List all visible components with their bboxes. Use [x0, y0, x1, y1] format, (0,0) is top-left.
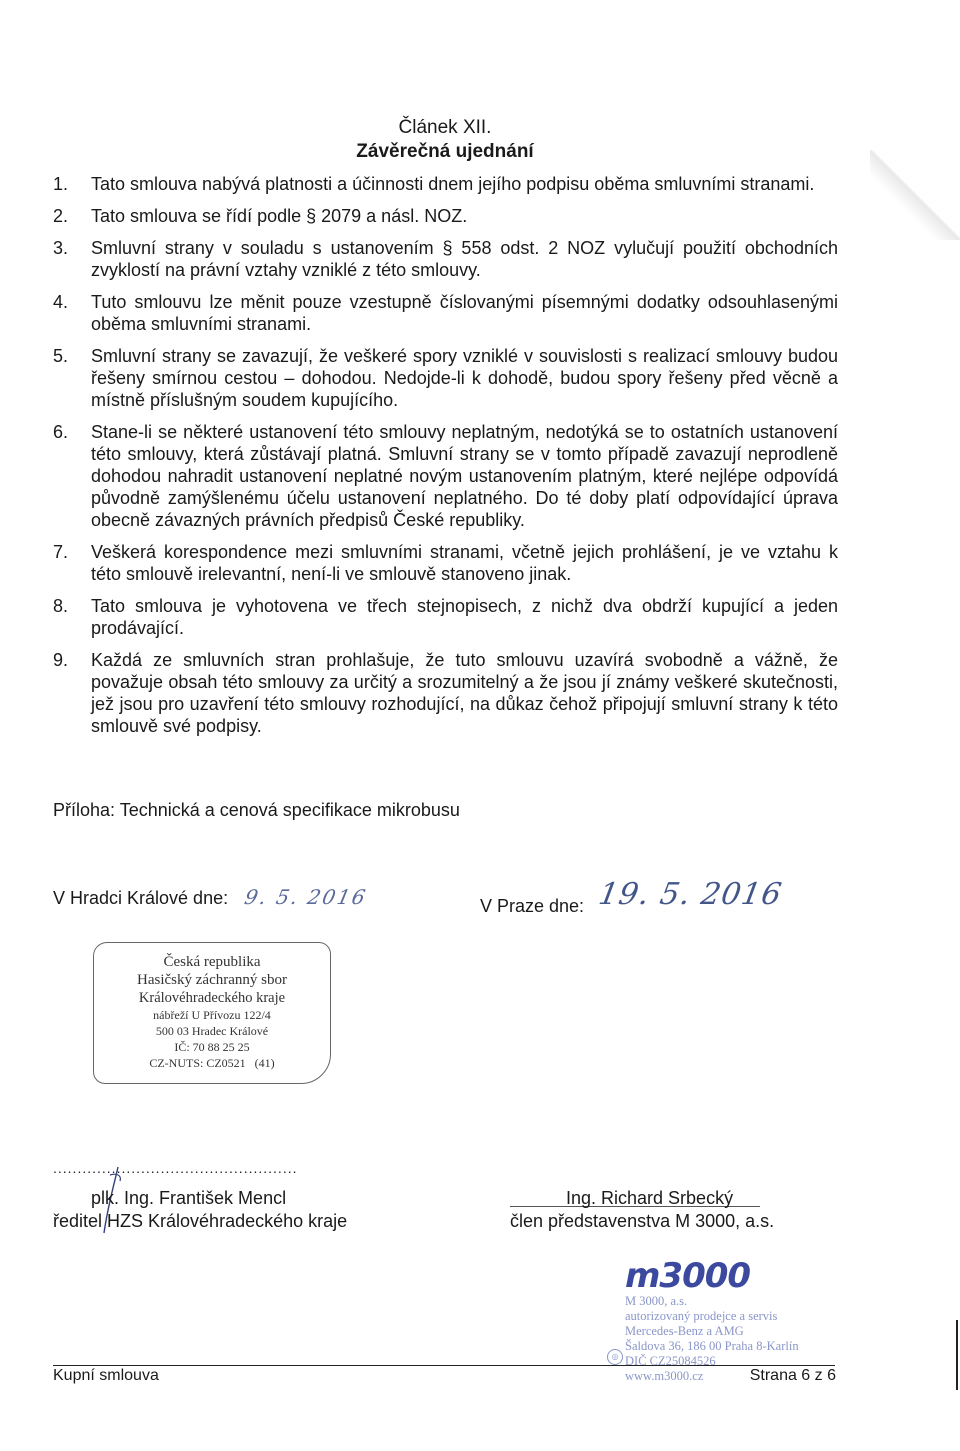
clause-text: Smluvní strany v souladu s ustanovením § 558 odst. 2 NOZ vylučují použití obchodních zvyklostí na právní vztahy vzniklé z této smlouvy. [91, 238, 838, 280]
footer-doc-name: Kupní smlouva [53, 1367, 159, 1384]
signatory-role-right: člen představenstva M 3000, a.s. [510, 1211, 775, 1231]
clause-text: Každá ze smluvních stran prohlašuje, že tuto smlouvu uzavírá svobodně a vážně, že považuje obsah této smlouvy za určitý a srozumitelný a že jsou jí známy veškeré skutečnosti, jež jsou pro uzavření této smlouvy rozhodující, na důkaz čehož připojují smluvní strany k této smlouvě své podpisy. [91, 650, 838, 736]
company-stamp-line: autorizovaný prodejce a servis [625, 1309, 778, 1323]
clause-number: 7. [53, 542, 69, 562]
handwritten-date-left: 9. 5. 2016 [242, 885, 370, 909]
stamp-line: nábřeží U Přívozu 122/4 [153, 1008, 271, 1022]
company-logo: m3000 [625, 1256, 751, 1296]
clause-number: 5. [53, 346, 69, 366]
clause-item [53, 205, 838, 227]
signatory-role-left: ředitel HZS Královéhradeckého kraje [53, 1211, 348, 1231]
article-title: Závěrečná ujednání [356, 141, 534, 162]
signatory-name-right: Ing. Richard Srbecký [566, 1188, 734, 1208]
company-stamp-line: Mercedes-Benz a AMG [625, 1324, 744, 1338]
clause-text: Stane-li se některé ustanovení této smlouvy neplatným, nedotýká se to ostatních ustanovení této smlouvy, která zůstávají platná. Smluvní strany se v tomto případě zavazují neprodleně dohodou nahradit ustanovení neplatné novým ustanovením platným, které nejlépe odpovídá původně zamýšlenému účelu ustanovení neplatného. Do té doby platí odpovídající úprava obecně závazných právních předpisů České republiky. [91, 422, 838, 530]
clause-text: Veškerá korespondence mezi smluvními stranami, včetně jejich prohlášení, je ve vztahu k této smlouvě irelevantní, není-li ve smlouvě stanoveno jinak. [91, 542, 838, 584]
date-label-right: V Praze dne: [480, 896, 585, 916]
footer-divider [53, 1365, 835, 1366]
clause-number: 3. [53, 238, 69, 258]
footer-page-number: Strana 6 z 6 [749, 1367, 836, 1384]
clause-number: 4. [53, 292, 69, 312]
stamp-line: Královéhradeckého kraje [138, 990, 286, 1006]
page-corner-fold [870, 150, 960, 240]
stamp-nuts: CZ-NUTS: CZ0521 [149, 1056, 246, 1070]
clause-text: Tuto smlouvu lze měnit pouze vzestupně číslovanými písemnými dodatky odsouhlasenými oběma smluvními stranami. [91, 292, 838, 334]
article-number: Článek XII. [398, 117, 492, 138]
handwritten-date-right: 19. 5. 2016 [595, 877, 785, 912]
clause-number: 1. [53, 174, 69, 194]
signatory-name-left: plk. Ing. František Mencl [91, 1188, 287, 1208]
clause-item [53, 237, 838, 281]
clause-item [53, 173, 838, 195]
stamp-line: 500 03 Hradec Králové [155, 1024, 269, 1038]
signature-block-left [53, 1187, 347, 1233]
stamp-line [94, 1055, 330, 1071]
date-hradec [53, 885, 370, 909]
clause-item [53, 291, 838, 335]
company-stamp-line: DIČ CZ25084526 [625, 1354, 716, 1368]
official-stamp [93, 942, 331, 1084]
circle-mark-icon: ◎ [607, 1349, 623, 1365]
clause-list [53, 173, 838, 747]
clause-item [53, 541, 838, 585]
page-edge-mark [956, 1320, 958, 1390]
date-praha [480, 877, 785, 920]
clause-item [53, 649, 838, 737]
clause-item [53, 595, 838, 639]
date-label-left: V Hradci Králové dne: [53, 888, 229, 908]
company-stamp-line: M 3000, a.s. [625, 1294, 688, 1308]
company-stamp-line: www.m3000.cz [625, 1369, 704, 1383]
stamp-line: Hasičský záchranný sbor [137, 972, 287, 988]
clause-text: Tato smlouva nabývá platnosti a účinnosti dnem jejího podpisu oběma smluvními stranami. [91, 174, 815, 194]
attachment-note: Příloha: Technická a cenová specifikace mikrobusu [53, 800, 460, 820]
clause-text: Tato smlouva je vyhotovena ve třech stejnopisech, z nichž dva obdrží kupující a jeden prodávající. [91, 596, 838, 638]
clause-item [53, 421, 838, 531]
clause-number: 8. [53, 596, 69, 616]
signature-dotted-line: .................................................. [53, 1160, 298, 1176]
clause-text: Smluvní strany se zavazují, že veškeré spory vzniklé v souvislosti s realizací smlouvy budou řešeny smírnou cestou – dohodou. Nedojde-li k dohodě, budou spory řešeny před věcně a místně příslušným soudem kupujícího. [91, 346, 838, 410]
stamp-line: IČ: 70 88 25 25 [174, 1040, 250, 1054]
stamp-nuts-suffix: (41) [254, 1056, 275, 1070]
stamp-line: Česká republika [163, 954, 261, 970]
signature-block-right [510, 1187, 774, 1233]
clause-number: 6. [53, 422, 69, 442]
clause-item [53, 345, 838, 411]
clause-number: 2. [53, 206, 69, 226]
company-stamp-line: Šaldova 36, 186 00 Praha 8-Karlín [625, 1339, 799, 1353]
clause-number: 9. [53, 650, 69, 670]
clause-text: Tato smlouva se řídí podle § 2079 a násl. NOZ. [91, 206, 468, 226]
